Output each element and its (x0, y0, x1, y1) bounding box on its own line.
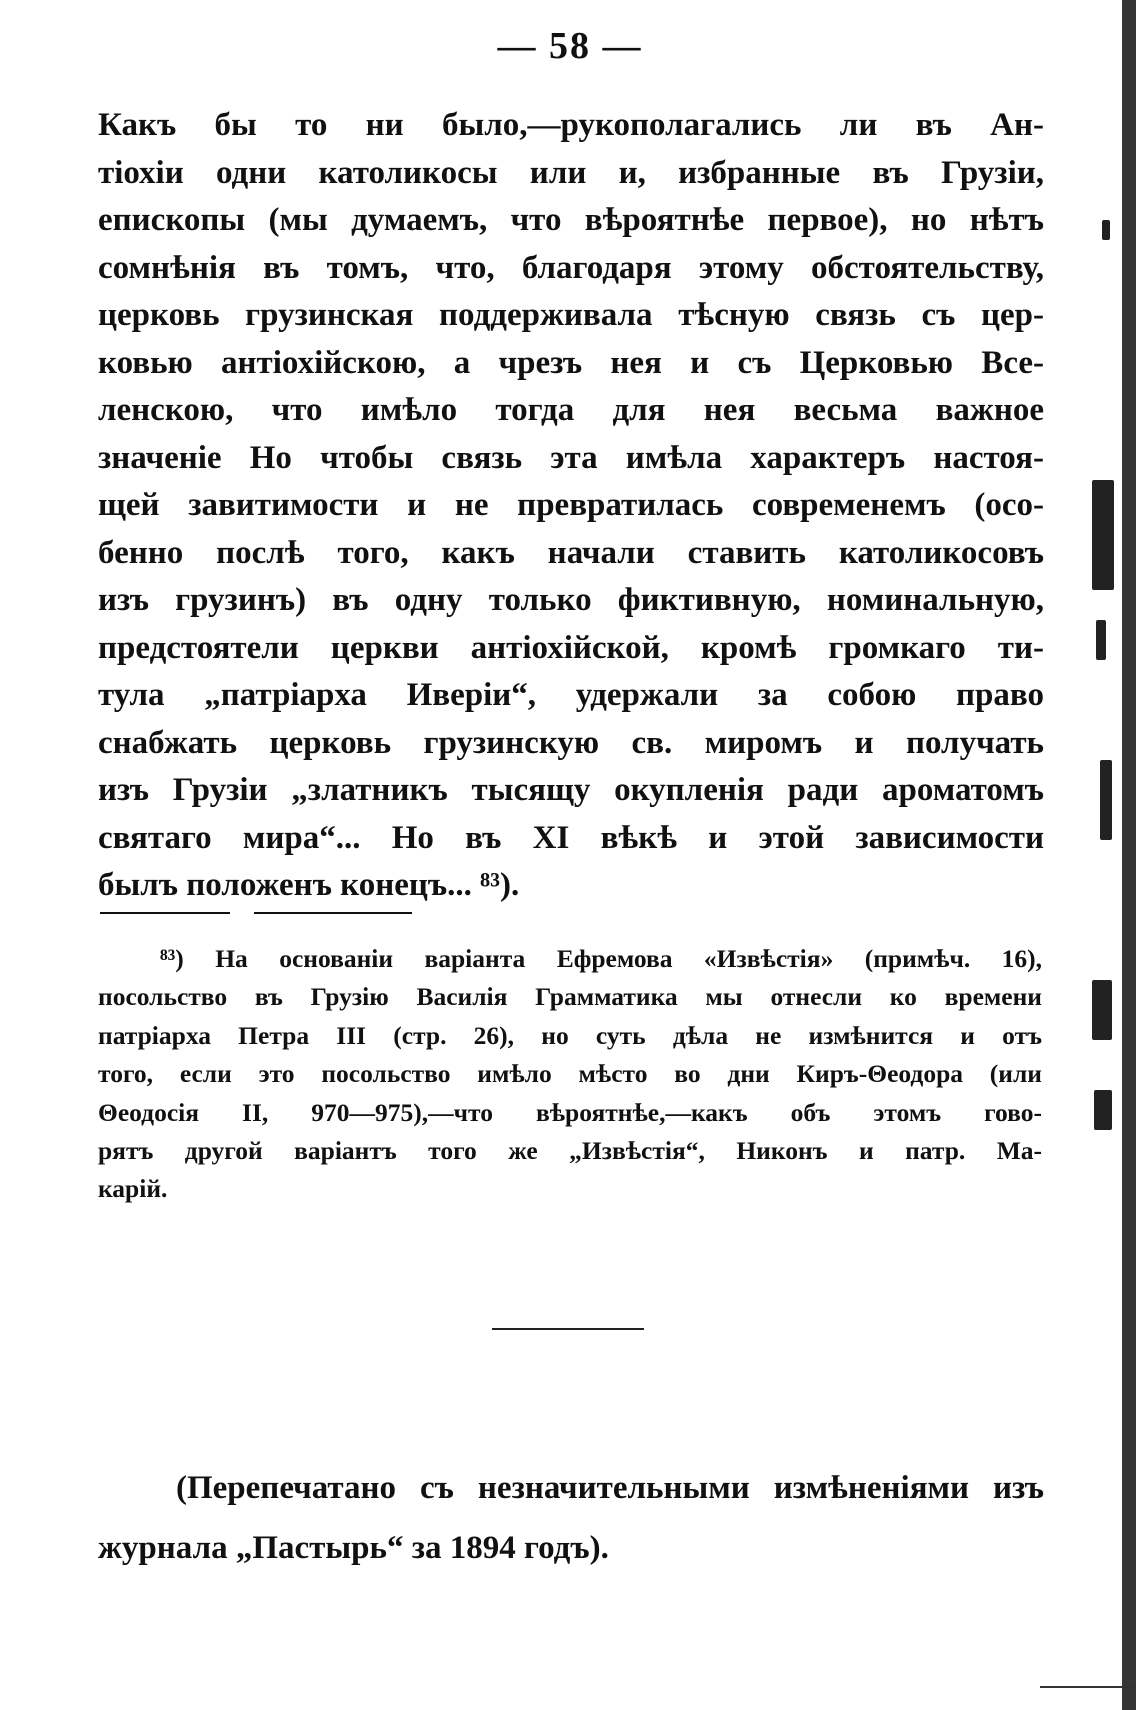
footnote-line: патріарха Петра III (стр. 26), но суть дѣла не измѣнится и отъ (98, 1020, 1042, 1050)
footnote-line: посольство въ Грузію Василія Грамматика мы отнесли ко времени (98, 982, 1042, 1012)
footnote (98, 940, 1042, 1209)
text-line: былъ положенъ конецъ... ⁸³). (98, 867, 520, 903)
binding-edge (1122, 0, 1136, 1710)
footnote-line: рятъ другой варіантъ того же „Извѣстія“, Никонъ и патр. Ма- (98, 1136, 1042, 1166)
scan-speck (1092, 980, 1112, 1040)
reprint-note (98, 1458, 1044, 1578)
footnote-line: карій. (98, 1174, 168, 1204)
scan-speck (1096, 620, 1106, 660)
text-line: значеніе Но чтобы связь эта имѣла характеръ настоя- (98, 439, 1044, 476)
text-line: церковь грузинская поддерживала тѣсную связь съ цер- (98, 297, 1044, 333)
main-paragraph (98, 102, 1044, 910)
scan-edge-shadow (1082, 0, 1140, 1710)
text-line: святаго мира“... Но въ XI вѣкѣ и этой зависимости (98, 819, 1044, 856)
reprint-line: (Перепечатано съ незначительными измѣненіями изъ (176, 1470, 1044, 1506)
text-line: сомнѣнія въ томъ, что, благодаря этому обстоятельству, (98, 249, 1044, 286)
text-line: изъ Грузіи „златникъ тысящу окупленія ради ароматомъ (98, 772, 1044, 808)
scan-edge-line (1040, 1686, 1136, 1688)
text-line: ковью антіохійскою, а чрезъ нея и съ Церковью Все- (98, 344, 1044, 381)
text-line: предстоятели церкви антіохійской, кромѣ громкаго ти- (98, 629, 1044, 666)
text-line: бенно послѣ того, какъ начали ставить католикосовъ (98, 534, 1044, 571)
text-line: епископы (мы думаемъ, что вѣроятнѣе первое), но нѣтъ (98, 202, 1044, 238)
scan-speck (1102, 220, 1110, 240)
footnote-line: ⁸³) На основаніи варіанта Ефремова «Извѣстія» (примѣч. 16), (160, 944, 1042, 973)
footnote-divider (254, 912, 412, 914)
text-line: Какъ бы то ни было,—рукополагались ли въ Ан- (98, 107, 1044, 143)
page-number: — 58 — (497, 25, 643, 67)
footnote-line: Θеодосія II, 970—975),—что вѣроятнѣе,—какъ объ этомъ гово- (98, 1097, 1042, 1127)
text-line: тіохіи одни католикосы или и, избранные въ Грузіи, (98, 154, 1044, 191)
text-line: тула „патріарха Иверіи“, удержали за собою право (98, 677, 1044, 713)
scan-speck (1100, 760, 1112, 840)
footnote-line: того, если это посольство имѣло мѣсто во дни Киръ-Θеодора (или (98, 1059, 1042, 1089)
scan-speck (1094, 1090, 1112, 1130)
text-line: снабжать церковь грузинскую св. миромъ и получать (98, 724, 1044, 761)
text-line: щей завитимости и не превратилась современемъ (осо- (98, 487, 1044, 523)
scan-speck (1092, 480, 1114, 590)
text-line: ленскою, что имѣло тогда для нея весьма важное (98, 392, 1044, 428)
text-line: изъ грузинъ) въ одну только фиктивную, номинальную, (98, 582, 1044, 618)
reprint-line: журнала „Пастырь“ за 1894 годъ). (98, 1530, 609, 1566)
section-separator (492, 1328, 644, 1330)
footnote-divider (100, 912, 230, 914)
